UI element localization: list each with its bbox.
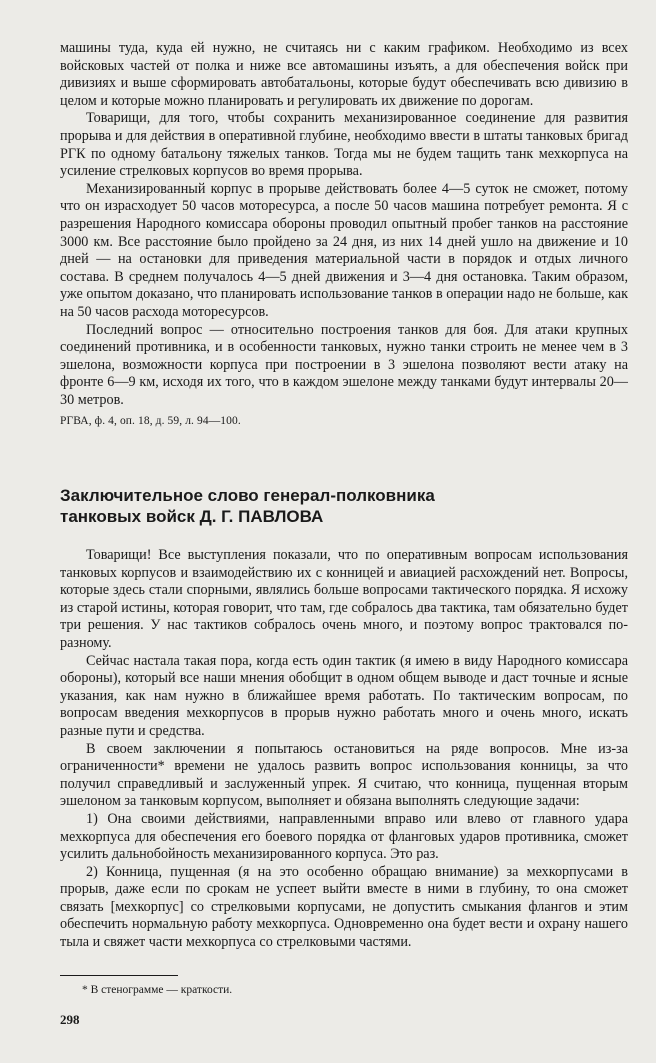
top-section (60, 40, 628, 427)
paragraph: Механизированный корпус в прорыве действовать более 4—5 суток не сможет, потому что он израсходует 50 часов моторесурса, а после 50 часов машина потребует ремонта. Я с разрешения Народного комиссара обороны проводил опытный пробег танков на расстояние 3000 км. Все расстояние было пройдено за 24 дня, из них 14 дней ушло на движение и 10 дней — на остановки для приведения материальной части в порядок и отдых личного состава. В среднем получалось 4—5 дней движения и 3—4 дня остановка. Таким образом, уже опытом доказано, что планировать использование танков в операции надо не больше, как на 50 часов расхода моторесурсов. (60, 180, 628, 320)
paragraph: Товарищи! Все выступления показали, что по оперативным вопросам использования танковых корпусов и взаимодействию их с конницей и авиацией расхождений нет. Вопросы, которые здесь стали спорными, являлись больше вопросами тактического порядка. Я исхожу из старой истины, которая говорит, что там, где собралось два тактика, там обязательно будет три решения. У нас тактиков собралось очень много, и поэтому вопрос трактовался по-разному. (60, 547, 628, 651)
footnote: * В стенограмме — краткости. (82, 984, 233, 996)
paragraph: Последний вопрос — относительно построения танков для боя. Для атаки крупных соединений противника, и в особенности танковых, нужно танки строить не менее чем в 3 эшелона, возможности корпуса при построении в 3 эшелона позволяют вести атаку на фронте 6—9 км, исходя их того, что в каждом эшелоне между танками будут интервалы 20—30 метров. (60, 321, 628, 408)
section-heading (60, 485, 628, 527)
paragraph: Товарищи, для того, чтобы сохранить механизированное соединение для развития прорыва и для действия в оперативной глубине, необходимо ввести в штаты танковых бригад РГК по одному батальону тяжелых танков. Тогда мы не будем тащить танк мехкорпуса на усиление стрелковых корпусов во время прорыва. (60, 110, 628, 180)
paragraph: машины туда, куда ей нужно, не считаясь ни с каким графиком. Необходимо из всех войсковых частей от полка и ниже все автомашины изъять, а для обеспечения войск при дивизиях и выше сформировать автобатальоны, которые будут обеспечивать всю дивизию в целом и которые можно планировать и регулировать их движение по дорогам. (60, 40, 628, 109)
heading-line-1: Заключительное слово генерал-полковника (60, 486, 435, 505)
paragraph: 1) Она своими действиями, направленными вправо или влево от главного удара мехкорпуса для обеспечения его боевого порядка от фланговых ударов противника, сможет усилить дальнобойность механизированного корпуса. Это раз. (60, 810, 628, 863)
footnote-divider (60, 975, 178, 976)
page-number: 298 (60, 1012, 80, 1027)
paragraph: 2) Конница, пущенная (я на это особенно обращаю внимание) за мехкорпусами в прорыв, даже если по срокам не успеет выйти вместе в ними в глубину, то она сможет связать [мехкорпус] со стрелковыми корпусами, не допустить смыкания флангов и этим обеспечить нормальную работу мехкорпуса. Одновременно она будет вести и охрану нашего тыла и свяжет части мехкорпуса со стрелковыми частями. (60, 863, 628, 951)
speech-body (60, 547, 628, 952)
heading-line-2: танковых войск Д. Г. ПАВЛОВА (60, 507, 324, 526)
archive-source: РГВА, ф. 4, оп. 18, д. 59, л. 94—100. (60, 415, 241, 428)
paragraph: Сейчас настала такая пора, когда есть один тактик (я имею в виду Народного комиссара обороны), который все наши мнения обобщит в одном общем выводе и даст точные и ясные указания, как нам нужно в ближайшее время работать. По тактическим вопросам, по вопросам введения мехкорпусов в прорыв нужно работать много и очень много, искать разные пути и средства. (60, 652, 628, 739)
paragraph: В своем заключении я попытаюсь остановиться на ряде вопросов. Мне из-за ограниченности* времени не удалось развить вопрос использования конницы, за что получил справедливый и заслуженный упрек. Я считаю, что конница, пущенная вторым эшелоном за танковым корпусом, выполняет и обязана выполнять следующие задачи: (60, 740, 628, 810)
